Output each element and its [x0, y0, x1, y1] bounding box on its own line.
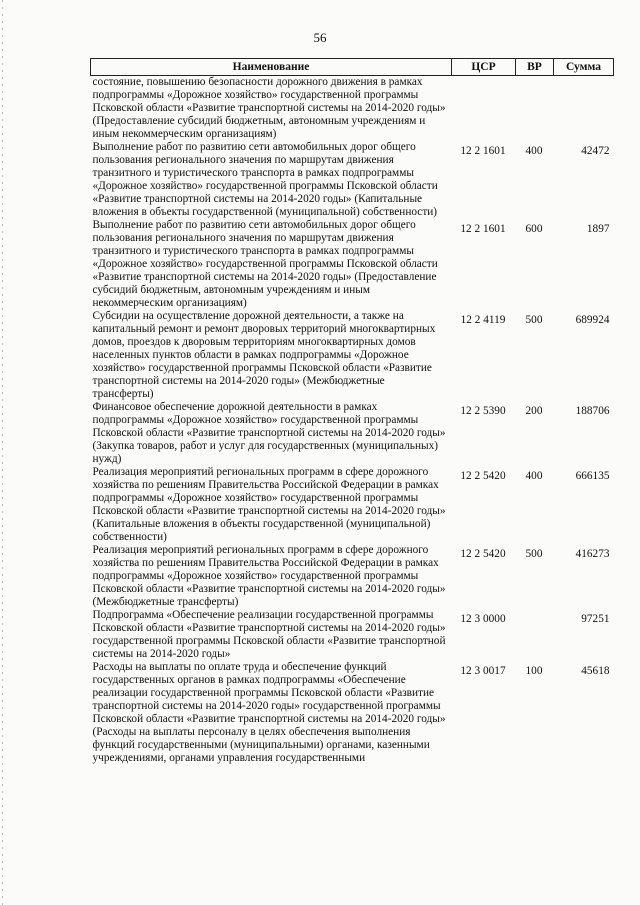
row-name: состояние, повышению безопасности дорожного движения в рамках подпрограммы «Дорожное хозяйство» государственной программы Псковской области «Развитие транспортной системы на 2014-2020 годы» (Предоставление субсидий бюджетным, автономным учреждениям и иным некоммерческим организациям) — [92, 76, 446, 140]
row-csr: 12 2 5420 — [460, 470, 506, 482]
table-row — [91, 544, 614, 609]
row-vr: 200 — [525, 405, 543, 417]
header-name: Наименование — [91, 59, 452, 76]
row-vr — [516, 609, 554, 661]
row-sum: 45618 — [581, 665, 610, 677]
table-row — [91, 661, 614, 765]
table-header — [91, 59, 614, 76]
row-name: Выполнение работ по развитию сети автомобильных дорог общего пользования регионального значения по маршрутам движения транзитного и туристического транспорта в рамках подпрограммы «Дорожное хозяйство» государственной программы Псковской области «Развитие транспортной системы на 2014-2020 годы» (Капитальные вложения в объекты государственной (муниципальной) собственности) — [92, 141, 438, 218]
row-csr — [452, 76, 516, 142]
row-sum: 1897 — [586, 223, 610, 235]
row-csr: 12 2 5420 — [460, 548, 506, 560]
row-vr — [516, 76, 554, 142]
row-sum — [554, 76, 614, 142]
row-name: Подпрограмма «Обеспечение реализации государственной программы Псковской области «Развитие транспортной системы на 2014-2020 годы» государственной программы Псковской области «Развитие транспортной системы на 2014-2020 годы» — [92, 609, 446, 660]
row-name: Реализация мероприятий региональных программ в сфере дорожного хозяйства по решениям Правительства Российской Федерации в рамках подпрограммы «Дорожное хозяйство» государственной программы Псковской области «Развитие транспортной системы на 2014-2020 годы» (Капитальные вложения в объекты государственной (муниципальной) собственности) — [92, 466, 446, 543]
table-row — [91, 76, 614, 142]
row-vr: 400 — [525, 470, 543, 482]
row-name: Финансовое обеспечение дорожной деятельности в рамках подпрограммы «Дорожное хозяйство» государственной программы Псковской области «Развитие транспортной системы на 2014-2020 годы» (Закупка товаров, работ и услуг для государственных (муниципальных) нужд) — [92, 401, 446, 465]
row-vr: 100 — [525, 665, 543, 677]
row-sum: 416273 — [575, 548, 610, 560]
table-row — [91, 141, 614, 219]
row-sum: 42472 — [581, 145, 610, 157]
header-csr: ЦСР — [452, 59, 516, 76]
table-row — [91, 310, 614, 401]
row-name: Выполнение работ по развитию сети автомобильных дорог общего пользования регионального значения по маршрутам движения транзитного и туристического транспорта в рамках подпрограммы «Дорожное хозяйство» государственной программы Псковской области «Развитие транспортной системы на 2014-2020 годы» (Предоставление субсидий бюджетным, автономным учреждениям и иным некоммерческим организациям) — [92, 219, 438, 309]
row-csr: 12 2 5390 — [460, 405, 506, 417]
row-sum: 188706 — [575, 405, 610, 417]
table-row — [91, 401, 614, 466]
page-number: 56 — [313, 30, 327, 45]
row-csr: 12 3 0000 — [460, 613, 506, 625]
header-sum: Сумма — [554, 59, 614, 76]
table-row — [91, 219, 614, 310]
scan-edge-mark — [2, 0, 3, 905]
row-sum: 689924 — [575, 314, 610, 326]
row-vr: 500 — [525, 314, 543, 326]
row-csr: 12 2 4119 — [460, 314, 506, 326]
table-body — [91, 76, 614, 766]
row-csr: 12 2 1601 — [460, 223, 506, 235]
row-name: Расходы на выплаты по оплате труда и обеспечение функций государственных органов в рамках подпрограммы «Обеспечение реализации государственной программы Псковской области «Развитие транспортной системы на 2014-2020 годы» государственной программы Псковской области «Развитие транспортной системы на 2014-2020 годы» (Расходы на выплаты персоналу в целях обеспечения выполнения функций государственными (муниципальными) органами, казенными учреждениями, органами управления государственными — [92, 661, 446, 764]
header-row — [91, 59, 614, 76]
row-sum: 97251 — [581, 613, 610, 625]
row-csr: 12 2 1601 — [460, 145, 506, 157]
header-vr: ВР — [516, 59, 554, 76]
row-csr: 12 3 0017 — [460, 665, 506, 677]
budget-table — [90, 58, 614, 765]
row-vr: 600 — [525, 223, 543, 235]
table-row — [91, 466, 614, 544]
row-name: Субсидии на осуществление дорожной деятельности, а также на капитальный ремонт и ремонт дворовых территорий многоквартирных домов, проездов к дворовым территориям многоквартирных домов населенных пунктов области в рамках подпрограммы «Дорожное хозяйство» государственной программы Псковской области «Развитие транспортной системы на 2014-2020 годы» (Межбюджетные трансферты) — [92, 310, 436, 400]
row-name: Реализация мероприятий региональных программ в сфере дорожного хозяйства по решениям Правительства Российской Федерации в рамках подпрограммы «Дорожное хозяйство» государственной программы Псковской области «Развитие транспортной системы на 2014-2020 годы» (Межбюджетные трансферты) — [92, 544, 446, 608]
row-vr: 400 — [525, 145, 543, 157]
row-vr: 500 — [525, 548, 543, 560]
row-sum: 666135 — [575, 470, 610, 482]
table-row — [91, 609, 614, 661]
